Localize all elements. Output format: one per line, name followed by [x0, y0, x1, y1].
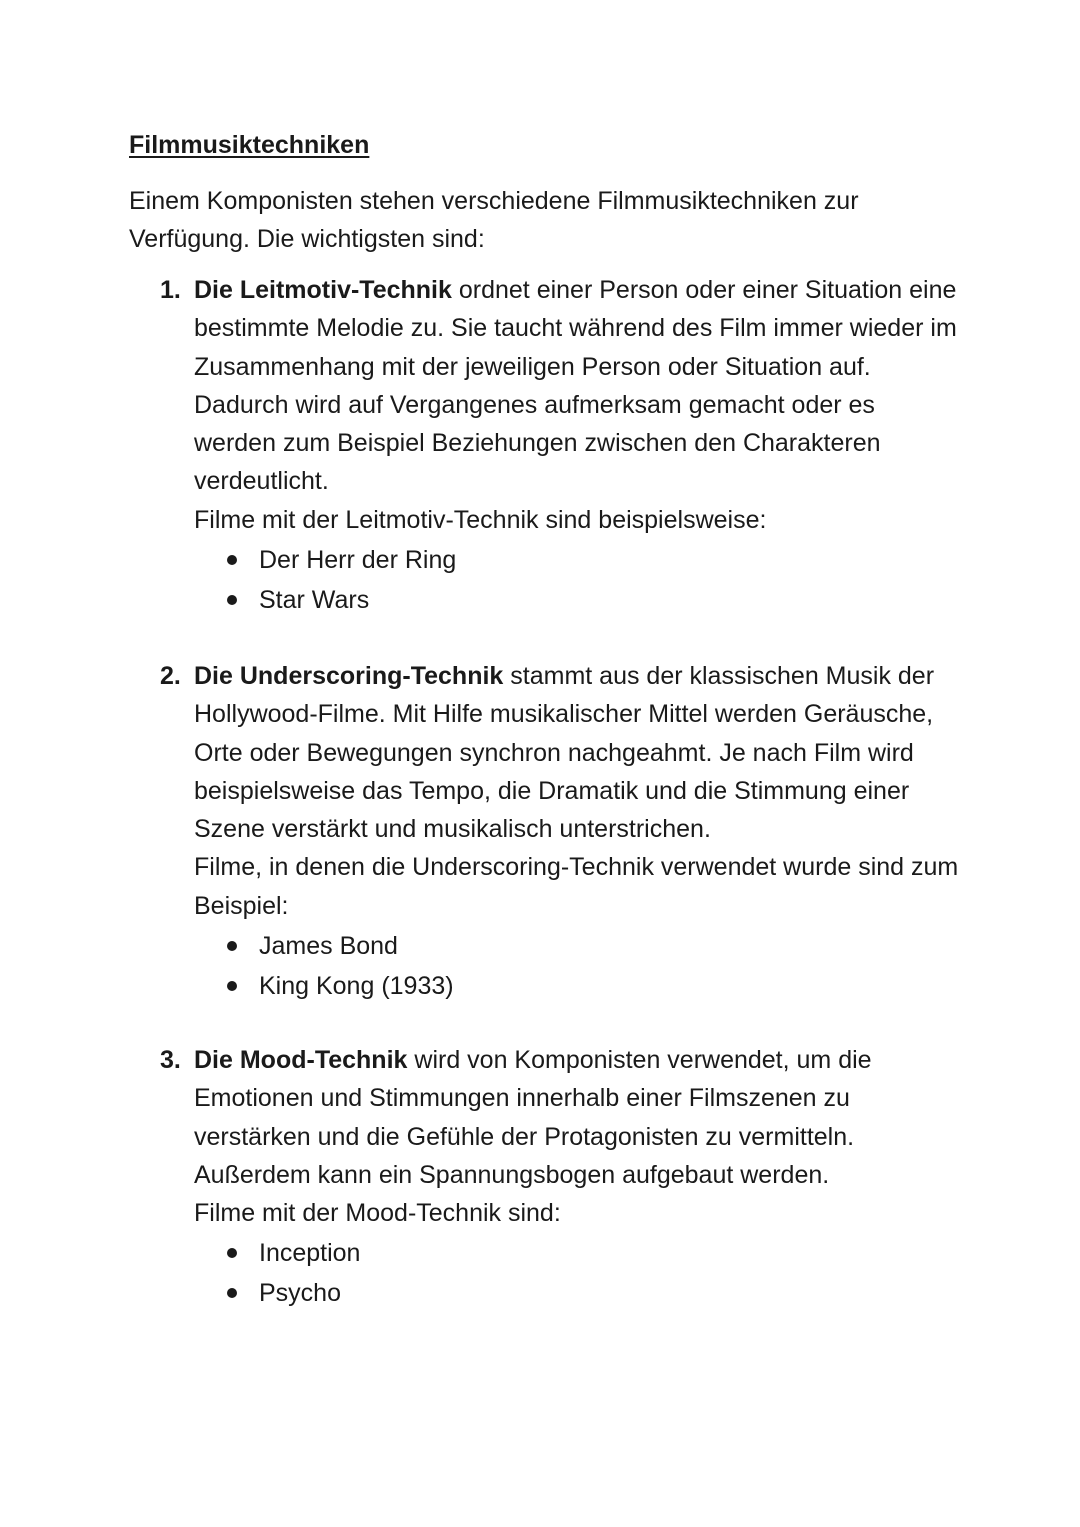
section-term: Die Underscoring-Technik	[194, 662, 504, 690]
section-body	[194, 657, 960, 1006]
section-description	[194, 271, 960, 501]
section-mood	[160, 1041, 960, 1313]
bullet-icon	[227, 555, 237, 565]
examples-intro: Filme, in denen die Underscoring-Technik verwendet wurde sind zum Beispiel:	[194, 853, 959, 920]
bullet-icon	[227, 1248, 237, 1258]
section-text: wird von Komponisten verwendet, um die Emotionen und Stimmungen innerhalb einer Filmszenen zu verstärken und die Gefühle der Protagonisten zu vermitteln. Außerdem kann ein Spannungsbogen aufgebaut werden.	[194, 1046, 872, 1189]
examples-intro: Filme mit der Mood-Technik sind:	[194, 1199, 561, 1228]
bullet-icon	[227, 595, 237, 605]
examples-list	[194, 1233, 960, 1313]
example-title: Der Herr der Ring	[259, 546, 457, 575]
example-title: King Kong (1933)	[259, 972, 454, 1001]
section-description	[194, 1041, 960, 1194]
examples-intro: Filme mit der Leitmotiv-Technik sind beispielsweise:	[194, 505, 767, 534]
section-term: Die Leitmotiv-Technik	[194, 276, 452, 304]
example-title: Psycho	[259, 1279, 341, 1308]
bullet-icon	[227, 1288, 237, 1298]
intro-paragraph: Einem Komponisten stehen verschiedene Filmmusiktechniken zur Verfügung. Die wichtigsten sind:	[129, 187, 859, 253]
list-item	[194, 966, 960, 1006]
page-title: Filmmusiktechniken	[129, 131, 370, 159]
section-body	[194, 271, 960, 620]
bullet-icon	[227, 941, 237, 951]
section-number: 3.	[160, 1046, 181, 1074]
section-description	[194, 657, 960, 848]
section-text: stammt aus der klassischen Musik der Hollywood-Filme. Mit Hilfe musikalischer Mittel werden Geräusche, Orte oder Bewegungen synchron nachgeahmt. Je nach Film wird beispielsweise das Tempo, die Dramatik und die Stimmung einer Szene verstärkt und musikalisch unterstrichen.	[194, 662, 935, 844]
section-leitmotiv	[160, 271, 960, 620]
section-term: Die Mood-Technik	[194, 1046, 408, 1074]
bullet-icon	[227, 981, 237, 991]
section-number: 1.	[160, 276, 181, 304]
example-title: Star Wars	[259, 586, 370, 615]
examples-list	[194, 540, 960, 620]
list-item	[194, 1233, 960, 1273]
list-item	[194, 1273, 960, 1313]
examples-list	[194, 926, 960, 1006]
section-number: 2.	[160, 662, 181, 690]
section-underscoring	[160, 657, 960, 1006]
example-title: James Bond	[259, 932, 398, 961]
example-title: Inception	[259, 1239, 361, 1268]
list-item	[194, 926, 960, 966]
section-body	[194, 1041, 960, 1313]
list-item	[194, 540, 960, 580]
list-item	[194, 580, 960, 620]
section-text: ordnet einer Person oder einer Situation eine bestimmte Melodie zu. Sie taucht während des Film immer wieder im Zusammenhang mit der jeweiligen Person oder Situation auf. Dadurch wird auf Vergangenes aufmerksam gemacht oder es werden zum Beispiel Beziehungen zwischen den Charakteren verdeutlicht.	[194, 276, 957, 496]
